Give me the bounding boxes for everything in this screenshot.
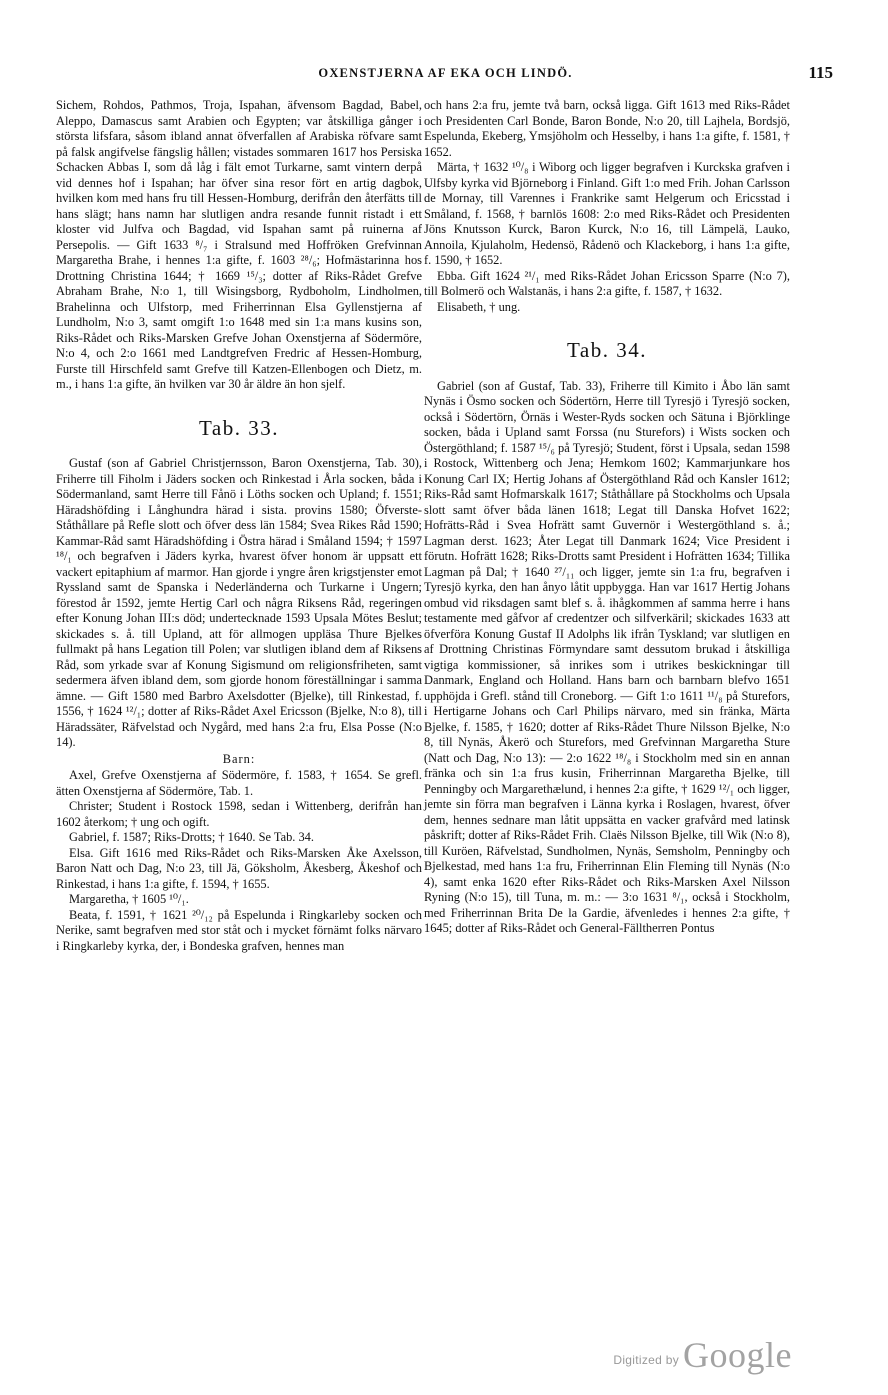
page-number: 115 — [808, 63, 833, 82]
right-column — [424, 98, 790, 937]
child-entry: Margaretha, † 1605 ¹⁰/₁. — [69, 892, 189, 906]
child-entry: Elsa. Gift 1616 med Riks-Rådet och Riks-Marsken Åke Axelsson, Baron Natt och Dag, N:o 23, till Jä, Göksholm, Åkesberg, Åkeshof och Rinkestad, i hans 1:a gifte, f. 1594, † 1655. — [56, 845, 422, 891]
digitized-by-google-watermark — [613, 1334, 792, 1376]
paragraph: Gabriel (son af Gustaf, Tab. 33), Friherre till Kimito i Åbo län samt Nynäs i Ösmo socken och Södertörn, Herre till Tyresjö i Tyresjö socken, också i Södertörn, Örnäs i Wester-Ryds socken och Sätuna i Björklinge socken, båda i Upland samt Forssa (nu Sturefors) i Wists socken och Östergöthland; f. 1587 ¹⁵/₆ på Tyresjö; Student, först i Upsala, sedan 1598 i Rostock, Wittenberg och Jena; Hemkom 1602; Kammarjunkare hos Konung Carl IX; Hertig Johans af Östergöthland Råd och Kansler 1612; Riks-Råd samt Hofmarskalk 1617; Ståthållare på Stockholms och Upsala slott samt öfver båda länen 1618; Legat till Danska Hofvet 1622; Hofrätts-Råd i Svea Hofrätt samt Guvernör i Westergöthland s. å.; Lagman derst. 1623; Åter Legat till Danmark 1624; Vice President i förutn. Hofrätt 1628; Riks-Drotts samt President i Hofrätten 1634; Tillika Lagman på Dal; † 1640 ²⁷/₁₁ och ligger, jemte sin 1:a fru, begrafven i Tyresjö kyrka, den han ånyo låtit uppbygga. Han var 1617 Hertig Johans ombud vid riksdagen samt blef s. å. ihågkommen af samma herre i hans testamente med gåfvor af credentzer och silfverkäril; skickades 1633 att öfverföra Konung Gustaf II Adolphs lik ifrån Tyskland; var slutligen en af Drottning Christinas Förmyndare samt dessutom brukad i åtskilliga vigtiga kommissioner, så inrikes som i utrikes beskickningar till Danmark, England och Holland. Hans barn och barnbarn blefvo 1651 upphöjda i Grefl. stånd till Croneborg. — Gift 1:o 1611 ¹¹/₈ på Sturefors, i Hertigarne Johans och Carl Philips närvaro, med sin fränka, Märta Bjelke, f. 1585, † 1620; dotter af Riks-Rådet Thure Nilsson Bjelke, N:o 8, till Nynäs, Åkerö och Sturefors, med Grefvinnan Margaretha Sture (Natt och Dag, N:o 13): — 2:o 1622 ¹⁸/₈ i Stockholm med sin en annan fränka och sin 1:a frus kusin, Friherrinnan Margaretha Bjelke, till Penningby och Margarethælund, i hennes 2:a gifte, † 1629 ¹²/₁ och ligger, jemte sin förra man begrafven i Länna kyrka i Roslagen, hvarest, öfver dem, hennes sednare man låtit uppsätta en vacker grafvård med latinsk påskrift; dotter af Riks-Rådet Frih. Claës Nilsson Bjelke, till Wik (N:o 8), till Kuröen, Räfvelstad, Sundholmen, Nynäs, Semsholm, Penningby och Bjelkestad, med hans 1:a fru, Friherrinnan Elin Fleming till Nynäs (N:o 4), samt enka 1620 efter Riks-Rådet och Riks-Marsken Axel Nilsson Ryning (N:o 15), till Tuna, m. m.: — 3:o 1631 ⁸/₁, också i Stockholm, med Friherrinnan Brita De la Gardie, äfvenledes i hennes 2:a gifte, † 1645; dotter af Riks-Rådet och General-Fälltherren Pontus — [424, 378, 790, 935]
watermark-small-text: Digitized by — [613, 1353, 680, 1367]
running-head — [58, 63, 833, 88]
child-entry: Märta, † 1632 ¹⁰/₈ i Wiborg och ligger begrafven i Kurckska grafven i Ulfsby kyrka vid Björneborg i Finland. Gift 1:o med Frih. Johan Carlsson de Mornay, till Varennes i Frankrike samt Helgerum och Ericsstad i Småland, f. 1568, † barnlös 1608: 2:o med Riks-Rådet och Presidenten Jöns Knutsson Kurck, Baron Kurck, N:o 16, till Lämpelä, Lauko, Annoila, Kjulaholm, Hedensö, Rådenö och Klackeborg, i hans 1:a gifte, f. 1590, † 1652. — [424, 160, 790, 267]
barn-label: Barn: — [222, 751, 256, 766]
child-entry: Gabriel, f. 1587; Riks-Drotts; † 1640. Se Tab. 34. — [69, 830, 314, 844]
paragraph: och hans 2:a fru, jemte två barn, också ligga. Gift 1613 med Riks-Rådet och Presidenten Carl Bonde, Baron Bonde, N:o 20, till Lajhela, Bordsjö, Espelunda, Ekeberg, Ymsjöholm och Hesselby, i hans 1:a gifte, f. 1581, † 1652. — [424, 98, 790, 159]
left-column — [56, 98, 422, 954]
running-title: OXENSTJERNA AF EKA OCH LINDÖ. — [318, 66, 573, 80]
child-entry: Christer; Student i Rostock 1598, sedan i Wittenberg, derifrån han 1602 återkom; † ung och ogift. — [56, 799, 422, 829]
paragraph: Sichem, Rohdos, Pathmos, Troja, Ispahan, äfvensom Bagdad, Babel, Aleppo, Damascus samt Arabien och Egypten; var åtskilliga gånger i största lifsfara, såsom ibland annat öfverfallen af Arabiska röfvare samt på falsk angifvelse fängslig hållen; vistades sommaren 1617 hos Persiska Schacken Abbas I, som då låg i fält emot Turkarne, samt vintern derpå vid dennes hof i Ispahan; har öfver sina resor fört en artig dagbok, hvilken kom med hans fru till Hessen-Homburg, derifrån den återfätts till hans slägt; hans namn har slutligen andra resande funnit ristadt i ett kloster vid Julfva och Bagdad, vid Ispahan samt på ruinerna af Persepolis. — Gift 1633 ⁸/₇ i Stralsund med Hoffröken Grefvinnan Margaretha Brahe, i hennes 1:a gifte, f. 1603 ²⁸/₆; Hofmästarinna hos Drottning Christina 1644; † 1669 ¹⁵/₃; dotter af Riks-Rådet Grefve Abraham Brahe, N:o 1, till Wisingsborg, Rydboholm, Lindholmen, Brahelinna och Ulfstorp, med Friherrinnan Elsa Gyllenstjerna af Lundholm, N:o 3, samt omgift 1:o 1648 med sin 1:a mans kusins son, Riks-Rådet och Riks-Marsken Grefve Johan Oxenstjerna af Södermöre, N:o 4, och 2:o 1661 med Landtgrefven Fredric af Hessen-Homburg, Furste till Hirschfeld samt Grefve till Katzen-Ellenbogen och Dietz, m. m., i hans 1:a gifte, än hvilken var 30 år äldre än hon sjelf. — [56, 98, 422, 391]
google-logo: Google — [683, 1335, 792, 1375]
child-entry: Elisabeth, † ung. — [437, 299, 521, 314]
child-entry: Beata, f. 1591, † 1621 ²⁰/₁₂ på Espelunda i Ringkarleby socken och Nerike, samt begrafven med stor ståt och i mycket förnämt folks närvaro i Ringkarleby kyrka, der, i Bondeska grafven, hennes man — [56, 907, 422, 953]
tab-34-heading: Tab. 34. — [567, 338, 647, 362]
paragraph: Gustaf (son af Gabriel Christjernsson, Baron Oxenstjerna, Tab. 30), Friherre till Fiholm i Jäders socken och Rinkestad i Årla socken, båda i Södermanland, samt Herre till Fånö i Löths socken och Upland; f. 1551; Häradshöfding i Långhundra härad i sista. provins 1580; Öfverste-Ståthållare på Refle slott och öfver dess län 1584; Svea Rikes Råd 1590; Kammar-Råd samt Häradshöfding i Östra härad i Småland 1594; † 1597 ¹⁸/₁ och begrafven i Jäders kyrka, hvarest öfver honom är uppsatt ett vackert epitaphium af marmor. Han gjorde i yngre åren krigstjenster emot Ryssland samt de Spanska i Nederländerna och Turkarne i Ungern; förestod år 1592, jemte Hertig Carl och några Riksens Råd, regeringen efter Konung Johan III:s död; undertecknade 1593 Upsala Mötes Beslut; skickades s. å. till Upland, att för allmogen uppläsa Thure Bjelkes fullmakt på hans Legation till Polen; var slutligen ibland dem af Riksens Råd, som yrkade svar af Konung Sigismund om religionsfriheten, samt sedermera äfven ibland dem, som gjorde honom föreställningar i samma ämne. — Gift 1580 med Barbro Axelsdotter (Bjelke), till Rinkestad, f. 1556, † 1624 ¹²/₁; dotter af Riks-Rådet Axel Ericsson (Bjelke, N:o 8), till Häradssäter, Räfvelstad och Nygård, med hans 2:a fru, Elsa Posse (N:o 14). — [56, 456, 422, 749]
tab-33-heading: Tab. 33. — [199, 415, 279, 440]
child-entry: Axel, Grefve Oxenstjerna af Södermöre, f. 1583, † 1654. Se grefl. ätten Oxenstjerna af Södermöre, Tab. 1. — [56, 768, 422, 798]
child-entry: Ebba. Gift 1624 ²¹/₁ med Riks-Rådet Johan Ericsson Sparre (N:o 7), till Bolmerö och Walstanäs, i hans 2:a gifte, f. 1587, † 1632. — [424, 268, 790, 298]
